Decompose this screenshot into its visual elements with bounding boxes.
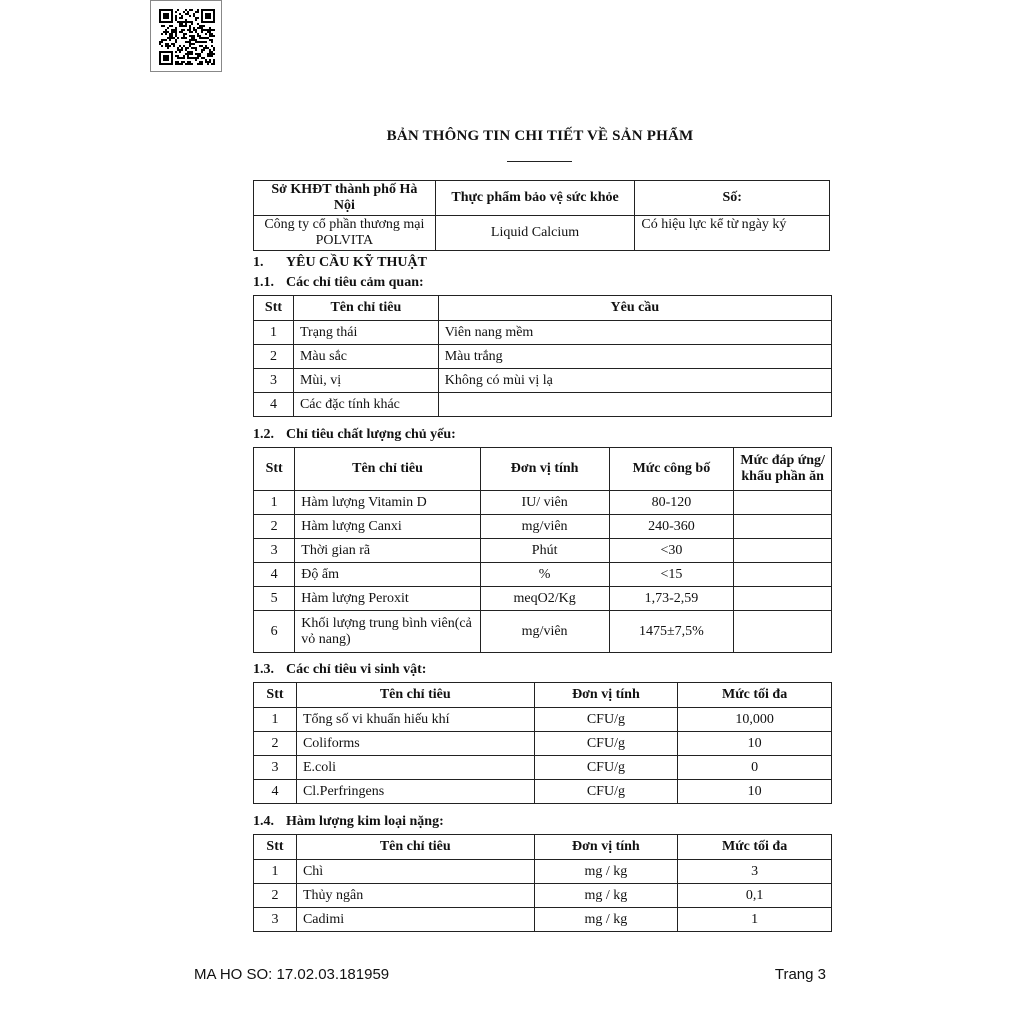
table-cell [734,563,832,587]
info-cell-company: Công ty cổ phần thương mại POLVITA [254,216,436,251]
section-1-2-title: Chỉ tiêu chất lượng chủ yếu: [286,427,456,442]
table-cell: Coliforms [296,732,534,756]
table-row [254,611,832,653]
table-cell: 240-360 [609,515,734,539]
table-cell: 4 [254,563,295,587]
section-1-heading [253,255,427,271]
section-1-1-number: 1.1. [253,275,274,290]
column-header: Tên chỉ tiêu [293,296,438,321]
column-header: Đơn vị tính [480,448,609,491]
table-cell: 6 [254,611,295,653]
table-cell: % [480,563,609,587]
table-cell: mg / kg [534,884,678,908]
table-cell: 3 [678,860,832,884]
table-cell: Không có mùi vị lạ [438,369,831,393]
table-cell: 10,000 [678,708,832,732]
table-cell: 1 [254,708,297,732]
table-row [254,860,832,884]
table-cell: 10 [678,780,832,804]
table-cell: Hàm lượng Peroxit [295,587,480,611]
table-cell [438,393,831,417]
document-code: MA HO SO: 17.02.03.181959 [194,966,390,983]
column-header: Stt [254,296,294,321]
table-cell [734,515,832,539]
table-cell: Trạng thái [293,321,438,345]
table-row [254,708,832,732]
table-cell: 80-120 [609,491,734,515]
table-cell: 3 [254,369,294,393]
table-cell: 1 [254,491,295,515]
table-cell: 1,73-2,59 [609,587,734,611]
table-cell: Mùi, vị [293,369,438,393]
table-header-row [254,448,832,491]
table-cell: E.coli [296,756,534,780]
section-1-4-number: 1.4. [253,814,274,829]
column-header: Yêu cầu [438,296,831,321]
table-cell: Viên nang mềm [438,321,831,345]
table-cell: Thời gian rã [295,539,480,563]
table-cell: Khối lượng trung bình viên(cả vỏ nang) [295,611,480,653]
table-cell: CFU/g [534,732,678,756]
table-cell: mg/viên [480,515,609,539]
qr-code [150,0,222,72]
info-table [253,180,830,251]
table-cell: CFU/g [534,780,678,804]
table-cell: CFU/g [534,708,678,732]
section-1-title: YÊU CẦU KỸ THUẬT [286,255,427,270]
table-row [254,587,832,611]
info-cell-number: Số: [635,181,830,216]
section-1-4-heading [253,814,444,830]
table-cell: 0,1 [678,884,832,908]
column-header: Tên chỉ tiêu [296,683,534,708]
table-cell: 3 [254,539,295,563]
column-header: Mức công bố [609,448,734,491]
column-header: Mức tối đa [678,835,832,860]
section-1-3-title: Các chỉ tiêu vi sinh vật: [286,662,427,677]
table-row [254,908,832,932]
info-cell-category: Thực phẩm bảo vệ sức khỏe [435,181,635,216]
table-cell [734,611,832,653]
table-header-row [254,835,832,860]
table-cell [734,539,832,563]
table-row [254,884,832,908]
info-cell-department: Sở KHĐT thành phố Hà Nội [254,181,436,216]
table-cell: 1 [678,908,832,932]
section-1-4-title: Hàm lượng kim loại nặng: [286,814,444,829]
microbiology-table [253,682,832,804]
table-cell: Các đặc tính khác [293,393,438,417]
table-cell: mg / kg [534,908,678,932]
table-row [254,515,832,539]
table-cell: 1 [254,321,294,345]
table-cell: 2 [254,345,294,369]
table-cell: 3 [254,756,297,780]
table-cell: Cl.Perfringens [296,780,534,804]
table-cell: <15 [609,563,734,587]
table-header-row [254,296,832,321]
table-cell [734,587,832,611]
section-1-3-heading [253,662,426,678]
column-header: Stt [254,448,295,491]
page-number: Trang 3 [774,966,826,983]
table-row [254,563,832,587]
table-cell: mg / kg [534,860,678,884]
table-cell: CFU/g [534,756,678,780]
table-cell [734,491,832,515]
section-1-3-number: 1.3. [253,662,274,677]
sensory-table [253,295,832,417]
table-cell: Cadimi [296,908,534,932]
column-header: Mức đáp ứng/ khẩu phần ăn [734,448,832,491]
table-cell: 1 [254,860,297,884]
table-row [254,732,832,756]
table-cell: 2 [254,515,295,539]
table-row [254,491,832,515]
table-cell: 5 [254,587,295,611]
table-cell: Chì [296,860,534,884]
table-cell: Màu sắc [293,345,438,369]
table-cell: Độ ẩm [295,563,480,587]
table-cell: mg/viên [480,611,609,653]
qr-code-icon [159,9,215,65]
column-header: Tên chỉ tiêu [296,835,534,860]
table-cell: 10 [678,732,832,756]
section-1-1-title: Các chỉ tiêu cảm quan: [286,275,424,290]
table-cell: Phút [480,539,609,563]
quality-table [253,447,832,653]
title-underline [507,161,572,162]
table-row [254,369,832,393]
section-1-number: 1. [253,255,264,270]
table-cell: IU/ viên [480,491,609,515]
table-cell: <30 [609,539,734,563]
column-header: Đơn vị tính [534,835,678,860]
table-row [254,321,832,345]
table-cell: Màu trắng [438,345,831,369]
section-1-2-heading [253,427,456,443]
info-cell-product-name: Liquid Calcium [435,216,635,251]
table-cell: 1475±7,5% [609,611,734,653]
column-header: Mức tối đa [678,683,832,708]
table-row [254,756,832,780]
table-row [254,345,832,369]
table-cell: 4 [254,393,294,417]
table-row [254,780,832,804]
table-cell: 2 [254,732,297,756]
table-cell: Hàm lượng Vitamin D [295,491,480,515]
table-cell: Tổng số vi khuẩn hiếu khí [296,708,534,732]
table-cell: meqO2/Kg [480,587,609,611]
column-header: Đơn vị tính [534,683,678,708]
table-cell: 3 [254,908,297,932]
page-title: BẢN THÔNG TIN CHI TIẾT VỀ SẢN PHẨM [386,128,694,144]
table-cell: Thủy ngân [296,884,534,908]
section-1-1-heading [253,275,424,291]
table-cell: 4 [254,780,297,804]
table-row [254,539,832,563]
section-1-2-number: 1.2. [253,427,274,442]
table-cell: 2 [254,884,297,908]
column-header: Stt [254,835,297,860]
table-cell: 0 [678,756,832,780]
heavy-metals-table [253,834,832,932]
info-cell-validity: Có hiệu lực kể từ ngày ký [635,216,830,251]
column-header: Tên chỉ tiêu [295,448,480,491]
table-header-row [254,683,832,708]
column-header: Stt [254,683,297,708]
table-cell: Hàm lượng Canxi [295,515,480,539]
table-row [254,393,832,417]
